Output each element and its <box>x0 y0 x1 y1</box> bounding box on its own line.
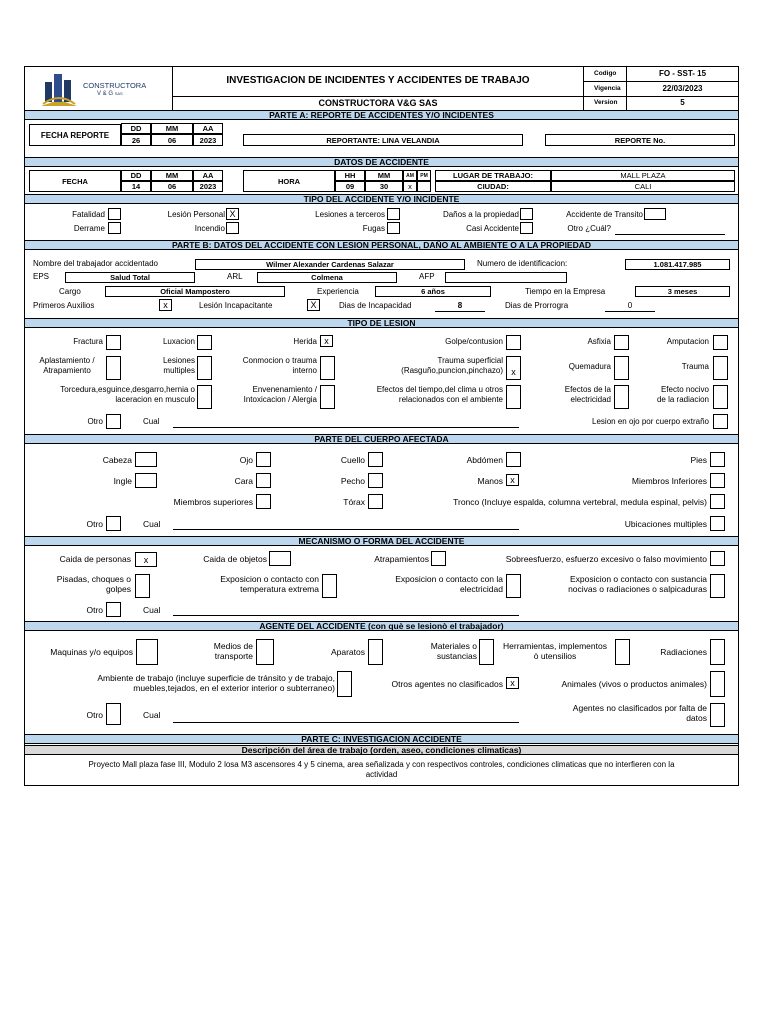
manos-checkbox[interactable]: x <box>506 474 519 486</box>
dias-incap-value[interactable]: 8 <box>435 301 485 312</box>
vigencia-label: Vigencia <box>594 85 621 92</box>
dias-prorroga-label: Dias de Prorrogra <box>505 301 569 310</box>
reporte-dd-label: DD <box>121 123 151 134</box>
ojo-label: Ojo <box>239 455 253 465</box>
maquinas-checkbox[interactable] <box>136 639 158 665</box>
ambiente-checkbox[interactable] <box>337 671 352 697</box>
derrame-label: Derrame <box>73 224 105 233</box>
part-c-subtitle: Descripción del área de trabajo (orden, aseo, condiciones climaticas) <box>25 745 738 755</box>
maquinas-label: Maquinas y/o equipos <box>50 647 133 657</box>
aparatos-label: Aparatos <box>330 647 365 657</box>
reporte-aa[interactable]: 2023 <box>193 134 223 146</box>
materiales-checkbox[interactable] <box>479 639 494 665</box>
pisadas-line1: Pisadas, choques o <box>56 574 131 584</box>
lesiones-terceros-label: Lesiones a terceros <box>315 210 385 219</box>
hora-mm[interactable]: 30 <box>365 181 403 192</box>
otro-cual-line[interactable] <box>615 234 725 235</box>
mecanismo-otro-label: Otro <box>86 605 103 615</box>
tipo-lesion-title: TIPO DE LESION <box>25 318 738 328</box>
conmocion-checkbox[interactable] <box>320 356 335 380</box>
ubicaciones-label: Ubicaciones multiples <box>624 519 707 529</box>
ciudad-label: CIUDAD: <box>435 181 551 192</box>
pisadas-label <box>35 574 131 594</box>
trauma-sup-line1: Trauma superficial <box>437 356 503 365</box>
exp-electricidad-label <box>355 574 503 594</box>
lesiones-multiples-label <box>125 356 195 376</box>
danos-propiedad-label: Daños a la propiedad <box>442 210 519 219</box>
experiencia-label: Experiencia <box>317 287 359 296</box>
trauma-checkbox[interactable] <box>713 356 728 380</box>
workarea-description[interactable] <box>27 760 736 780</box>
trauma-superficial-checkbox[interactable]: x <box>506 356 521 380</box>
hora-hh[interactable]: 09 <box>335 181 365 192</box>
logo-subtext <box>97 89 123 99</box>
cuello-checkbox[interactable] <box>368 452 383 467</box>
exp-elec-line2: electricidad <box>460 584 503 594</box>
logo <box>25 67 173 111</box>
fecha-aa-label: AA <box>193 170 223 181</box>
lugar-value[interactable]: MALL PLAZA <box>551 170 735 181</box>
herramientas-line2: ò utensilios <box>533 651 577 661</box>
nombre-field[interactable]: Wilmer Alexander Cardenas Salazar <box>195 259 465 270</box>
tiempo-label: Tiempo en la Empresa <box>525 287 606 296</box>
miembros-sup-label: Miembros superiores <box>173 497 253 507</box>
incendio-checkbox[interactable] <box>226 222 239 234</box>
part-a-title: PARTE A: REPORTE DE ACCIDENTES Y/O INCIDENTES <box>25 110 738 120</box>
exp-sust-line1: Exposicion o contacto con sustancia <box>569 574 707 584</box>
exp-sust-line2: nocivas o radiaciones o salpicaduras <box>568 584 707 594</box>
logo-text: CONSTRUCTORA <box>83 81 147 90</box>
description-line1: Proyecto Mall plaza fase III, Modulo 2 losa M3 ascensores 4 y 5 cinema, area señalizada y con respectivos controles, condiciones climaticas que no interfieren con la <box>88 760 675 769</box>
lesion-otro-label: Otro <box>87 417 103 426</box>
exp-temp-line2: temperatura extrema <box>240 584 319 594</box>
conmocion-line2: interno <box>292 366 317 375</box>
accidente-transito-checkbox[interactable] <box>644 208 666 220</box>
aplastamiento-label <box>31 356 103 376</box>
radiaciones-checkbox[interactable] <box>710 639 725 665</box>
sobreesfuerzo-checkbox[interactable] <box>710 551 725 566</box>
incapacitante-checkbox[interactable]: X <box>307 299 320 311</box>
fecha-dd-label: DD <box>121 170 151 181</box>
torax-label: Tórax <box>343 497 365 507</box>
lesion-cual-label: Cual <box>143 417 160 426</box>
id-label: Numero de identificacion: <box>477 259 568 268</box>
radiaciones-label: Radiaciones <box>660 647 707 657</box>
torcedura-checkbox[interactable] <box>197 385 212 409</box>
title-divider <box>173 96 583 97</box>
luxacion-checkbox[interactable] <box>197 335 212 350</box>
fecha-label: FECHA <box>29 170 121 192</box>
reporte-no-field[interactable]: REPORTE No. <box>545 134 735 146</box>
pecho-checkbox[interactable] <box>368 473 383 488</box>
cabeza-label: Cabeza <box>102 455 132 465</box>
aplastamiento-line2: Atrapamiento <box>43 366 91 375</box>
torcedura-line2: laceracion en musculo <box>115 395 195 404</box>
nombre-label: Nombre del trabajador accidentado <box>33 259 158 268</box>
fecha-dd[interactable]: 14 <box>121 181 151 192</box>
efectos-electricidad-checkbox[interactable] <box>614 385 629 409</box>
incapacitante-label: Lesión Incapacitante <box>199 301 273 310</box>
afp-label: AFP <box>419 272 435 281</box>
hora-pm-label: PM <box>417 170 431 181</box>
efectos-elec-line1: Efectos de la <box>564 385 611 394</box>
aplastamiento-checkbox[interactable] <box>106 356 121 380</box>
manos-label: Manos <box>477 476 503 486</box>
exp-temperatura-checkbox[interactable] <box>322 574 337 598</box>
cabeza-checkbox[interactable] <box>135 452 157 467</box>
materiales-line1: Materiales o <box>430 641 477 651</box>
ambiente-line1: Ambiente de trabajo (incluye superficie de tránsito y de trabajo, <box>97 673 335 683</box>
tipo-title: TIPO DEL ACCIDENTE Y/O INCIDENTE <box>25 194 738 204</box>
caida-personas-label: Caida de personas <box>59 554 131 564</box>
abdomen-checkbox[interactable] <box>506 452 521 467</box>
agentes-falta-line2: datos <box>686 713 707 723</box>
efectos-tiempo-label <box>355 385 503 405</box>
company-name: CONSTRUCTORA V&G SAS <box>318 98 438 108</box>
miembros-inf-checkbox[interactable] <box>710 473 725 488</box>
conmocion-label <box>225 356 317 376</box>
mecanismo-cual-line[interactable] <box>173 615 519 616</box>
amputacion-label: Amputacion <box>666 337 709 346</box>
agentes-falta-label <box>535 703 707 723</box>
fugas-checkbox[interactable] <box>387 222 400 234</box>
quemadura-checkbox[interactable] <box>614 356 629 380</box>
quemadura-label: Quemadura <box>568 362 611 371</box>
derrame-checkbox[interactable] <box>108 222 121 234</box>
agente-otro-label: Otro <box>86 710 103 720</box>
incendio-label: Incendio <box>194 224 225 233</box>
description-line2: actividad <box>365 770 398 779</box>
trauma-label: Trauma <box>681 362 709 371</box>
lesiones-mult-line1: Lesiones <box>162 356 195 365</box>
form-title: INVESTIGACION DE INCIDENTES Y ACCIDENTES DE TRABAJO <box>226 75 530 86</box>
version-label: Version <box>594 99 618 106</box>
otros-agentes-checkbox[interactable]: x <box>506 677 519 689</box>
fatalidad-checkbox[interactable] <box>108 208 121 220</box>
medios-line2: transporte <box>214 651 253 661</box>
ingle-checkbox[interactable] <box>135 473 157 488</box>
fecha-reporte-label: FECHA REPORTE <box>29 124 121 146</box>
cuerpo-cual-line[interactable] <box>173 529 519 530</box>
agentes-falta-line1: Agentes no clasificados por falta de <box>572 703 707 713</box>
fecha-mm[interactable]: 06 <box>151 181 193 192</box>
torcedura-line1: Torcedura,esguince,desgarro,hernia o <box>60 385 195 394</box>
reporte-mm-label: MM <box>151 123 193 134</box>
exp-temperatura-label <box>185 574 319 594</box>
efectos-electricidad-label <box>545 385 611 405</box>
arl-label: ARL <box>227 272 243 281</box>
hora-hh-label: HH <box>335 170 365 181</box>
exp-sustancia-label <box>535 574 707 594</box>
mecanismo-otro-checkbox[interactable] <box>106 602 121 617</box>
herida-label: Herida <box>293 337 317 346</box>
lesion-otro-checkbox[interactable] <box>106 414 121 429</box>
agente-otro-checkbox[interactable] <box>106 703 121 725</box>
golpe-label: Golpe/contusion <box>445 337 503 346</box>
cargo-field[interactable]: Oficial Mampostero <box>105 286 285 297</box>
aplastamiento-line1: Aplastamiento / <box>39 356 95 365</box>
fugas-label: Fugas <box>362 224 385 233</box>
logo-sas: SAS <box>114 91 123 96</box>
codigo-value: FO - SST- 15 <box>658 69 707 78</box>
primeros-label: Primeros Auxilios <box>33 301 95 310</box>
herida-checkbox[interactable]: x <box>320 335 333 347</box>
medios-checkbox[interactable] <box>256 639 274 665</box>
hora-am-checkbox[interactable]: x <box>403 181 417 192</box>
otros-agentes-label: Otros agentes no clasificados <box>391 679 503 689</box>
eps-label: EPS <box>33 272 50 281</box>
efectos-tiempo-checkbox[interactable] <box>506 385 521 409</box>
tiempo-field[interactable]: 3 meses <box>635 286 730 297</box>
caida-personas-checkbox[interactable]: x <box>135 552 157 567</box>
cara-checkbox[interactable] <box>256 473 271 488</box>
mecanismo-title: MECANISMO O FORMA DEL ACCIDENTE <box>25 536 738 546</box>
pisadas-line2: golpes <box>105 584 131 594</box>
codigo-label: Codigo <box>594 70 617 77</box>
cuerpo-cual-label: Cual <box>143 519 161 529</box>
miembros-sup-checkbox[interactable] <box>256 494 271 509</box>
accident-investigation-form <box>24 66 739 786</box>
torcedura-label <box>25 385 195 405</box>
luxacion-label: Luxacion <box>162 337 195 346</box>
exp-sustancia-checkbox[interactable] <box>710 574 725 598</box>
sobreesfuerzo-label: Sobreesfuerzo, esfuerzo excesivo o falso movimiento <box>505 554 707 564</box>
building-logo-icon <box>39 70 79 108</box>
efecto-radiacion-checkbox[interactable] <box>713 385 728 409</box>
cara-label: Cara <box>234 476 253 486</box>
danos-propiedad-checkbox[interactable] <box>520 208 533 220</box>
efectos-elec-line2: electricidad <box>570 395 611 404</box>
lesion-ojo-label: Lesion en ojo por cuerpo extraño <box>592 417 709 426</box>
envenenamiento-label <box>225 385 317 405</box>
animales-checkbox[interactable] <box>710 671 725 697</box>
vigencia-value: 22/03/2023 <box>662 84 703 93</box>
lesion-ojo-checkbox[interactable] <box>713 414 728 429</box>
hora-mm-label: MM <box>365 170 403 181</box>
casi-accidente-checkbox[interactable] <box>520 222 533 234</box>
lesion-personal-checkbox[interactable]: X <box>226 208 239 220</box>
fecha-mm-label: MM <box>151 170 193 181</box>
aparatos-checkbox[interactable] <box>368 639 383 665</box>
accidente-transito-label: Accidente de Transito <box>566 210 643 219</box>
cuello-label: Cuello <box>340 455 365 465</box>
exp-electricidad-checkbox[interactable] <box>506 574 521 598</box>
tronco-label: Tronco (Incluye espalda, columna vertebral, medula espinal, pelvis) <box>453 497 707 507</box>
fatalidad-label: Fatalidad <box>72 210 105 219</box>
logo-vg: V & G <box>97 91 114 97</box>
pecho-label: Pecho <box>340 476 365 486</box>
ojo-checkbox[interactable] <box>256 452 271 467</box>
herramientas-label <box>495 641 615 661</box>
tronco-checkbox[interactable] <box>710 494 725 509</box>
animales-label: Animales (vivos o productos animales) <box>561 679 707 689</box>
ingle-label: Ingle <box>113 476 132 486</box>
efecto-rad-line1: Efecto nocivo <box>660 385 709 394</box>
envenenamiento-checkbox[interactable] <box>320 385 335 409</box>
medios-line1: Medios de <box>213 641 253 651</box>
datos-title: DATOS DE ACCIDENTE <box>25 157 738 167</box>
reporte-dd[interactable]: 26 <box>121 134 151 146</box>
lesiones-multiples-checkbox[interactable] <box>197 356 212 380</box>
hora-am-label: AM <box>403 170 417 181</box>
envenenamiento-line1: Envenenamiento / <box>252 385 317 394</box>
part-b-title: PARTE B: DATOS DEL ACCIDENTE CON LESION PERSONAL, DAÑO AL AMBIENTE O A LA PROPIEDAD <box>25 240 738 250</box>
pisadas-checkbox[interactable] <box>135 574 150 598</box>
fractura-checkbox[interactable] <box>106 335 121 350</box>
pies-checkbox[interactable] <box>710 452 725 467</box>
lesion-cual-line[interactable] <box>173 427 519 428</box>
ciudad-value[interactable]: CALI <box>551 181 735 192</box>
miembros-inf-label: Miembros Inferiores <box>631 476 707 486</box>
amputacion-checkbox[interactable] <box>713 335 728 350</box>
afp-field[interactable] <box>445 272 567 283</box>
ambiente-label <box>35 673 335 693</box>
atrapamientos-checkbox[interactable] <box>431 551 446 566</box>
efectos-tiempo-line1: Efectos del tiempo,del clima u otros <box>376 385 503 394</box>
atrapamientos-label: Atrapamientos <box>374 554 429 564</box>
torax-checkbox[interactable] <box>368 494 383 509</box>
cuerpo-otro-label: Otro <box>86 519 103 529</box>
version-value: 5 <box>680 98 685 107</box>
exp-temp-line1: Exposicion o contacto con <box>220 574 319 584</box>
abdomen-label: Abdómen <box>466 455 503 465</box>
eps-field[interactable]: Salud Total <box>65 272 195 283</box>
hora-pm-checkbox[interactable] <box>417 181 431 192</box>
exp-elec-line1: Exposicion o contacto con la <box>395 574 503 584</box>
lesiones-mult-line2: multiples <box>163 366 195 375</box>
agente-cual-line[interactable] <box>173 722 519 723</box>
cuerpo-otro-checkbox[interactable] <box>106 516 121 531</box>
trauma-superficial-label <box>385 356 503 376</box>
fecha-aa[interactable]: 2023 <box>193 181 223 192</box>
reportante-field[interactable]: REPORTANTE: LINA VELANDIA <box>243 134 523 146</box>
reporte-mm[interactable]: 06 <box>151 134 193 146</box>
ambiente-line2: muebles,tejados, en el exterior interior o subterraneo) <box>133 683 335 693</box>
trauma-sup-line2: (Rasguño,puncion,pinchazo) <box>401 366 503 375</box>
lesion-personal-label: Lesión Personal <box>167 210 225 219</box>
id-field[interactable]: 1.081.417.985 <box>625 259 730 270</box>
pies-label: Pies <box>690 455 707 465</box>
agente-title: AGENTE DEL ACCIDENTE (con què se lesionò el trabajador) <box>25 621 738 631</box>
part-c-title: PARTE C: INVESTIGACION ACCIDENTE <box>25 734 738 744</box>
ubicaciones-checkbox[interactable] <box>710 516 725 531</box>
agentes-falta-checkbox[interactable] <box>710 703 725 727</box>
herramientas-checkbox[interactable] <box>615 639 630 665</box>
efecto-rad-line2: de la radiacion <box>656 395 709 404</box>
asfixia-checkbox[interactable] <box>614 335 629 350</box>
agente-cual-label: Cual <box>143 710 161 720</box>
casi-accidente-label: Casi Accidente <box>466 224 519 233</box>
herramientas-line1: Herramientas, implementos <box>503 641 607 651</box>
conmocion-line1: Conmocion o trauma <box>242 356 317 365</box>
efecto-radiacion-label <box>639 385 709 405</box>
cargo-label: Cargo <box>59 287 81 296</box>
caida-objetos-checkbox[interactable] <box>269 551 291 566</box>
golpe-checkbox[interactable] <box>506 335 521 350</box>
materiales-line2: sustancias <box>436 651 477 661</box>
medios-label <box>185 641 253 661</box>
materiales-label <box>405 641 477 661</box>
dias-prorroga-value[interactable]: 0 <box>605 301 655 312</box>
reporte-aa-label: AA <box>193 123 223 134</box>
arl-field[interactable]: Colmena <box>257 272 397 283</box>
experiencia-field[interactable]: 6 años <box>375 286 491 297</box>
envenenamiento-line2: Intoxicacion / Alergia <box>243 395 317 404</box>
asfixia-label: Asfixia <box>587 337 611 346</box>
fractura-label: Fractura <box>73 337 103 346</box>
primeros-checkbox[interactable]: x <box>159 299 172 311</box>
hora-label: HORA <box>243 170 335 192</box>
efectos-tiempo-line2: relacionados con el ambiente <box>398 395 503 404</box>
otro-cual-label: Otro ¿Cuál? <box>567 224 611 233</box>
caida-objetos-label: Caida de objetos <box>203 554 267 564</box>
dias-incap-label: Dias de Incapacidad <box>339 301 412 310</box>
cuerpo-title: PARTE DEL CUERPO AFECTADA <box>25 434 738 444</box>
lugar-label: LUGAR DE TRABAJO: <box>435 170 551 181</box>
lesiones-terceros-checkbox[interactable] <box>387 208 400 220</box>
meta-table <box>583 67 738 111</box>
mecanismo-cual-label: Cual <box>143 605 161 615</box>
